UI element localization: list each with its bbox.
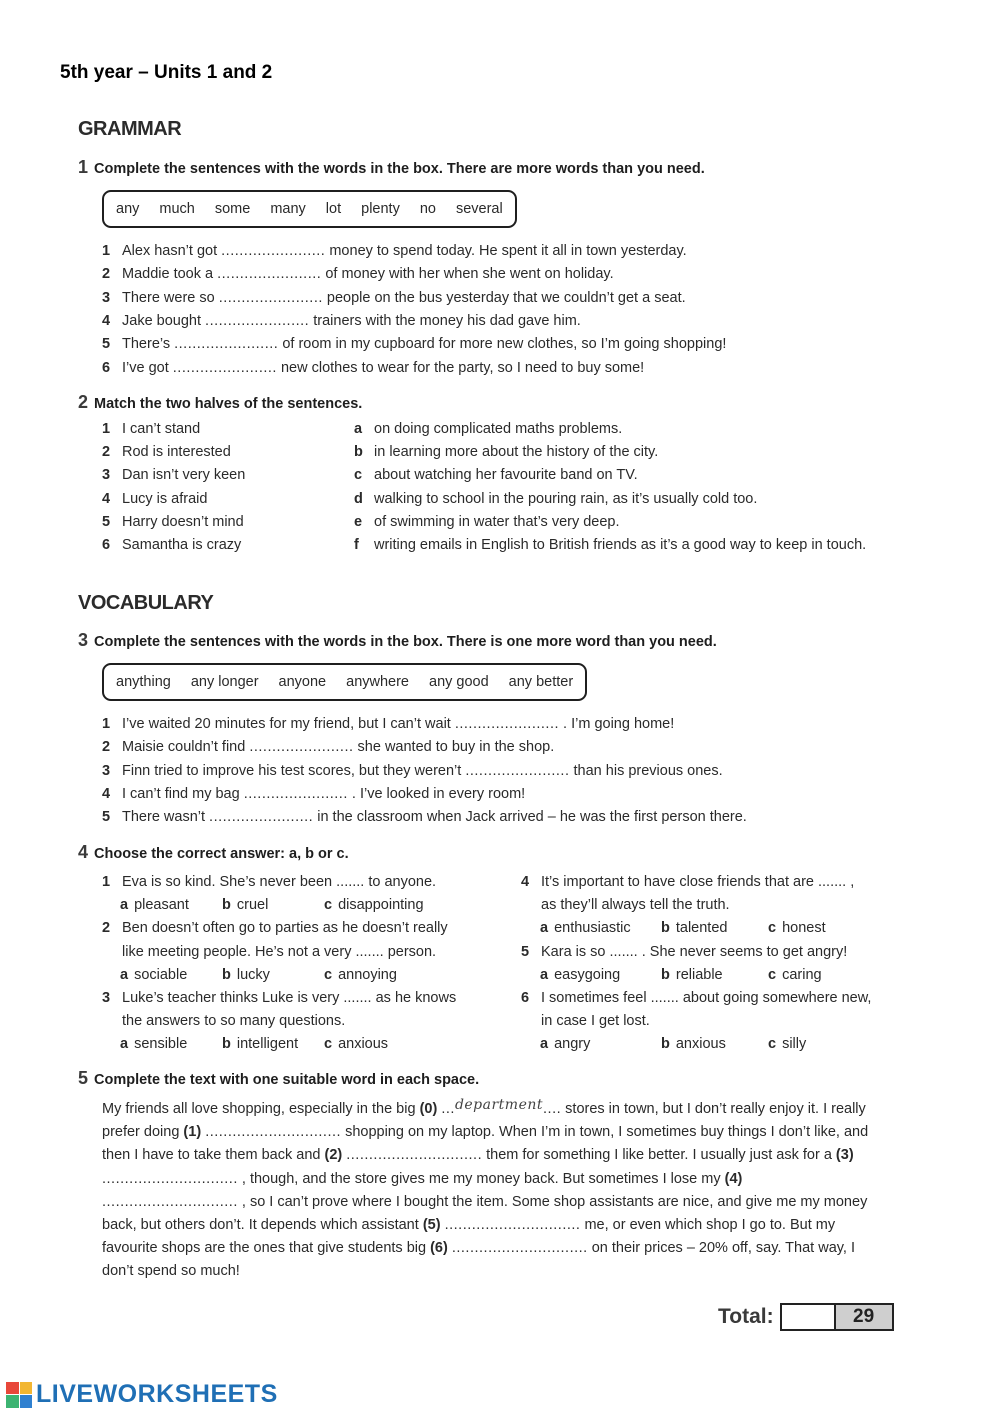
item-number: 2: [102, 444, 111, 461]
question-text: like meeting people. He’s not a very ....... person.: [122, 943, 437, 960]
item-letter: b: [354, 444, 363, 461]
match-left-item: [102, 537, 241, 553]
item-letter: d: [354, 490, 363, 507]
item-letter: c: [354, 467, 363, 484]
answer-blank[interactable]: .......................: [243, 785, 348, 802]
item-number: 3: [102, 467, 111, 484]
text-segment: stores in town, but I don’t really enjoy it. I really prefer doing: [102, 1101, 866, 1141]
sentence-item: [102, 313, 581, 329]
box-word: anyone: [278, 674, 327, 690]
item-letter: a: [354, 421, 363, 437]
text-segment: , so I can’t prove where I bought the item. Some shop assistants are nice, and give me my money back, but others don’t. It depends which assistant: [102, 1193, 868, 1234]
box-word: anywhere: [346, 674, 409, 690]
sentence-start: I’ve got: [122, 359, 173, 376]
item-letter: f: [354, 537, 359, 553]
item-number: 6: [102, 537, 111, 553]
match-left-item: [102, 421, 200, 437]
text-segment: My friends all love shopping, especially in the big: [102, 1101, 420, 1117]
sentence-end: she wanted to buy in the shop.: [353, 739, 555, 756]
answer-blank[interactable]: ..............................: [102, 1193, 238, 1210]
answer-blank[interactable]: .......................: [174, 336, 279, 353]
answer-option-b[interactable]: [661, 920, 727, 936]
exercise-1-heading: [78, 157, 705, 178]
sentence-item: [102, 266, 614, 282]
match-right-item: [354, 421, 622, 437]
item-number: 4: [102, 490, 111, 507]
item-number: 4: [102, 312, 111, 329]
option-text: easygoing: [554, 966, 621, 983]
item-number: 1: [102, 243, 111, 259]
match-left-item: [102, 444, 231, 460]
item-number: 6: [521, 990, 530, 1006]
question-line: [521, 990, 871, 1006]
sentence-item: [102, 716, 674, 732]
match-left-text: Samantha is crazy: [122, 537, 242, 553]
answer-option-c[interactable]: [768, 967, 822, 983]
option-letter: c: [324, 1036, 333, 1053]
grammar-title: GRAMMAR: [78, 118, 182, 140]
answer-blank[interactable]: .......................: [218, 289, 323, 306]
text-segment: on their prices – 20% off, say. That way, I don’t spend so much!: [102, 1240, 856, 1280]
answer-option-b[interactable]: [222, 897, 268, 913]
gap-number: (1): [183, 1124, 202, 1141]
item-number: 4: [102, 785, 111, 802]
exercise-5-text: [102, 1098, 882, 1284]
option-text: disappointing: [338, 897, 424, 914]
answer-blank[interactable]: .......................: [465, 762, 570, 779]
answer-blank[interactable]: ..............................: [102, 1170, 238, 1187]
text-segment: shopping on my laptop. When I’m in town, I sometimes buy things I don’t like, and then I have to take them back and: [102, 1124, 869, 1164]
exercise-instruction: Complete the sentences with the words in the box. There is one more word than you need.: [94, 634, 717, 650]
example-blank: ...department....: [441, 1097, 562, 1117]
option-text: talented: [675, 920, 728, 937]
question-text: Kara is so ....... . She never seems to get angry!: [541, 943, 848, 960]
word-box-3: [102, 663, 587, 701]
liveworksheets-logo[interactable]: [6, 1380, 278, 1409]
exercise-number: 4: [78, 842, 89, 862]
question-text: the answers to so many questions.: [122, 1013, 346, 1030]
match-left-text: I can’t stand: [122, 421, 201, 437]
total-label: Total:: [718, 1305, 774, 1328]
answer-blank[interactable]: ..............................: [451, 1240, 588, 1257]
answer-option-b[interactable]: [222, 1036, 298, 1052]
question-line: [521, 897, 730, 913]
answer-option-a[interactable]: [540, 967, 620, 983]
answer-blank[interactable]: ..............................: [346, 1147, 483, 1164]
sentence-end: of money with her when she went on holiday.: [321, 266, 614, 283]
question-line: [102, 990, 456, 1006]
item-number: 1: [102, 421, 111, 437]
option-letter: c: [768, 966, 777, 983]
answer-option-b[interactable]: [222, 967, 270, 983]
option-letter: b: [661, 966, 670, 983]
total-score: [718, 1303, 894, 1331]
answer-option-a[interactable]: [120, 897, 189, 913]
sentence-end: in the classroom when Jack arrived – he was the first person there.: [313, 809, 747, 826]
option-text: intelligent: [236, 1036, 299, 1053]
box-word: several: [455, 201, 503, 217]
question-line: [102, 1013, 345, 1029]
sentence-start: Maisie couldn’t find: [122, 739, 250, 756]
text-segment: me, or even which shop I go to. But my favourite shops are the ones that give students big: [102, 1217, 836, 1257]
sentence-item: [102, 786, 525, 802]
question-text: Luke’s teacher thinks Luke is very ....... as he knows: [122, 990, 457, 1006]
question-line: [102, 944, 436, 960]
sentence-end: than his previous ones.: [569, 762, 723, 779]
exercise-4-heading: [78, 842, 349, 863]
gap-number: (2): [324, 1147, 343, 1164]
item-number: 1: [102, 716, 111, 732]
item-number: 2: [102, 739, 111, 756]
box-word: lot: [325, 201, 342, 217]
answer-blank[interactable]: .......................: [221, 243, 326, 259]
option-text: sensible: [134, 1036, 188, 1053]
match-right-text: about watching her favourite band on TV.: [374, 467, 638, 484]
sentence-end: new clothes to wear for the party, so I need to buy some!: [276, 359, 645, 376]
option-text: annoying: [338, 966, 397, 983]
question-text: It’s important to have close friends that are ....... ,: [541, 874, 855, 890]
match-right-text: on doing complicated maths problems.: [374, 421, 623, 437]
item-number: 5: [102, 809, 111, 826]
option-text: cruel: [236, 897, 269, 914]
match-left-item: [102, 514, 244, 530]
exercise-5-heading: [78, 1068, 479, 1089]
match-left-item: [102, 491, 207, 507]
option-text: sociable: [134, 966, 188, 983]
box-word: plenty: [361, 201, 400, 217]
option-text: reliable: [675, 966, 723, 983]
exercise-3-heading: [78, 630, 717, 651]
example-answer: department: [454, 1097, 544, 1113]
option-letter: a: [540, 966, 549, 983]
box-word: any better: [508, 674, 574, 690]
sentence-item: [102, 809, 747, 825]
sentence-item: [102, 243, 687, 259]
text-segment: , though, and the store gives me my money back. But sometimes I lose my: [237, 1170, 725, 1187]
sentence-start: There wasn’t: [122, 809, 210, 826]
gap-number: (3): [835, 1147, 854, 1164]
answer-blank[interactable]: ..............................: [444, 1217, 581, 1234]
sentence-end: people on the bus yesterday that we couldn’t get a seat.: [322, 289, 686, 306]
option-letter: b: [222, 966, 231, 983]
box-word: many: [270, 201, 306, 217]
question-line: [102, 920, 448, 936]
exercise-number: 3: [78, 630, 89, 650]
option-text: angry: [554, 1036, 591, 1053]
logo-square: [6, 1382, 19, 1395]
match-left-text: Harry doesn’t mind: [122, 513, 244, 530]
match-right-item: [354, 444, 658, 460]
box-word: much: [159, 201, 195, 217]
exercise-number: 2: [78, 392, 89, 412]
option-letter: c: [324, 966, 333, 983]
sentence-item: [102, 290, 686, 306]
answer-option-c[interactable]: [324, 897, 424, 913]
match-right-text: writing emails in English to British friends as it’s a good way to keep in touch.: [374, 537, 867, 553]
exercise-2-heading: [78, 392, 362, 413]
box-word: any: [116, 201, 140, 217]
item-number: 5: [521, 943, 530, 960]
answer-option-c[interactable]: [324, 1036, 388, 1052]
match-right-text: of swimming in water that’s very deep.: [374, 513, 620, 530]
answer-option-c[interactable]: [768, 1036, 806, 1052]
answer-option-a[interactable]: [540, 1036, 590, 1052]
gap-number: (0): [419, 1101, 438, 1117]
sentence-item: [102, 763, 723, 779]
answer-blank[interactable]: ..............................: [205, 1124, 342, 1141]
gap-number: (5): [422, 1217, 441, 1234]
logo-square: [20, 1382, 33, 1395]
option-text: anxious: [338, 1036, 389, 1053]
sentence-item: [102, 336, 726, 352]
exercise-instruction: Complete the text with one suitable word in each space.: [94, 1072, 480, 1088]
item-number: 6: [102, 359, 111, 376]
sentence-start: There’s: [122, 336, 175, 353]
option-letter: a: [540, 920, 549, 937]
logo-square: [20, 1395, 33, 1408]
box-word: no: [419, 201, 436, 217]
sentence-end: of room in my cupboard for more new clothes, so I’m going shopping!: [278, 336, 727, 353]
answer-blank[interactable]: .......................: [205, 312, 310, 329]
item-number: 1: [102, 874, 111, 890]
answer-option-a[interactable]: [120, 967, 187, 983]
option-letter: b: [661, 1036, 670, 1053]
item-number: 5: [102, 513, 111, 530]
option-letter: b: [661, 920, 670, 937]
option-letter: a: [540, 1036, 549, 1053]
answer-option-b[interactable]: [661, 1036, 726, 1052]
answer-blank[interactable]: .......................: [172, 359, 277, 376]
box-word: some: [214, 201, 251, 217]
item-number: 3: [102, 289, 111, 306]
option-text: pleasant: [134, 897, 189, 914]
option-letter: c: [768, 1036, 777, 1053]
answer-option-c[interactable]: [324, 967, 397, 983]
item-number: 4: [521, 874, 530, 890]
match-left-text: Dan isn’t very keen: [122, 467, 246, 484]
option-text: lucky: [236, 966, 270, 983]
answer-option-a[interactable]: [120, 1036, 187, 1052]
logo-icon: [6, 1382, 32, 1408]
option-text: enthusiastic: [554, 920, 631, 937]
item-number: 2: [102, 266, 111, 283]
gap-number: (6): [430, 1240, 448, 1257]
question-text: as they’ll always tell the truth.: [541, 897, 730, 914]
box-word: anything: [116, 674, 171, 690]
question-line: [102, 874, 436, 890]
sentence-start: Jake bought: [122, 312, 206, 329]
answer-option-a[interactable]: [540, 920, 631, 936]
logo-square: [6, 1395, 19, 1408]
exercise-number: 1: [78, 157, 89, 177]
text-segment: them for something I like better. I usually just ask for a: [482, 1147, 836, 1164]
match-right-item: [354, 514, 620, 530]
option-text: caring: [782, 966, 822, 983]
sentence-end: . I’ve looked in every room!: [347, 785, 526, 802]
item-number: 3: [102, 762, 111, 779]
match-right-text: in learning more about the history of the city.: [374, 444, 659, 461]
logo-text: LIVEWORKSHEETS: [36, 1380, 278, 1408]
total-answer-box[interactable]: [780, 1303, 836, 1331]
sentence-start: There were so: [122, 289, 219, 306]
sentence-start: I’ve waited 20 minutes for my friend, but I can’t wait: [122, 716, 455, 732]
match-right-item: [354, 467, 638, 483]
option-letter: a: [120, 966, 129, 983]
question-line: [521, 874, 854, 890]
question-text: I sometimes feel ....... about going somewhere new,: [541, 990, 872, 1006]
item-letter: e: [354, 513, 363, 530]
sentence-start: Maddie took a: [122, 266, 218, 283]
item-number: 5: [102, 336, 111, 353]
sentence-start: Finn tried to improve his test scores, but they weren’t: [122, 762, 466, 779]
item-number: 3: [102, 990, 111, 1006]
answer-blank[interactable]: .......................: [217, 266, 322, 283]
option-letter: c: [768, 920, 777, 937]
question-text: Ben doesn’t often go to parties as he doesn’t really: [122, 920, 448, 937]
vocabulary-title: VOCABULARY: [78, 592, 214, 614]
option-letter: a: [120, 897, 129, 914]
question-line: [521, 944, 847, 960]
word-box-1: [102, 190, 517, 228]
sentence-start: Alex hasn’t got: [122, 243, 222, 259]
question-text: in case I get lost.: [541, 1013, 650, 1030]
sentence-item: [102, 360, 644, 376]
option-letter: b: [222, 897, 231, 914]
total-max-score: 29: [836, 1303, 894, 1331]
page-heading: 5th year – Units 1 and 2: [60, 62, 273, 83]
option-letter: a: [120, 1036, 129, 1053]
option-text: anxious: [675, 1036, 726, 1053]
exercise-instruction: Complete the sentences with the words in the box. There are more words than you need.: [94, 161, 705, 177]
exercise-instruction: Choose the correct answer: a, b or c.: [94, 846, 349, 862]
option-text: silly: [782, 1036, 807, 1053]
answer-option-c[interactable]: [768, 920, 826, 936]
match-left-item: [102, 467, 245, 483]
match-right-item: [354, 491, 757, 507]
match-right-text: walking to school in the pouring rain, as it’s usually cold too.: [374, 490, 758, 507]
option-letter: b: [222, 1036, 231, 1053]
answer-blank[interactable]: .......................: [249, 739, 354, 756]
question-text: Eva is so kind. She’s never been ....... to anyone.: [122, 874, 437, 890]
match-left-text: Rod is interested: [122, 444, 231, 461]
exercise-instruction: Match the two halves of the sentences.: [94, 396, 363, 412]
option-letter: c: [324, 897, 333, 914]
answer-blank[interactable]: .......................: [454, 716, 560, 732]
match-left-text: Lucy is afraid: [122, 490, 208, 507]
sentence-end: money to spend today. He spent it all in town yesterday.: [325, 243, 687, 259]
gap-number: (4): [724, 1170, 743, 1187]
option-text: honest: [782, 920, 826, 937]
item-number: 2: [102, 920, 111, 937]
sentence-end: . I’m going home!: [559, 716, 675, 732]
answer-blank[interactable]: .......................: [209, 809, 314, 826]
sentence-end: trainers with the money his dad gave him.: [309, 312, 581, 329]
sentence-start: I can’t find my bag: [122, 785, 244, 802]
sentence-item: [102, 739, 554, 755]
match-right-item: [354, 537, 866, 553]
box-word: any longer: [190, 674, 259, 690]
answer-option-b[interactable]: [661, 967, 723, 983]
question-line: [521, 1013, 650, 1029]
exercise-number: 5: [78, 1068, 89, 1088]
box-word: any good: [429, 674, 489, 690]
